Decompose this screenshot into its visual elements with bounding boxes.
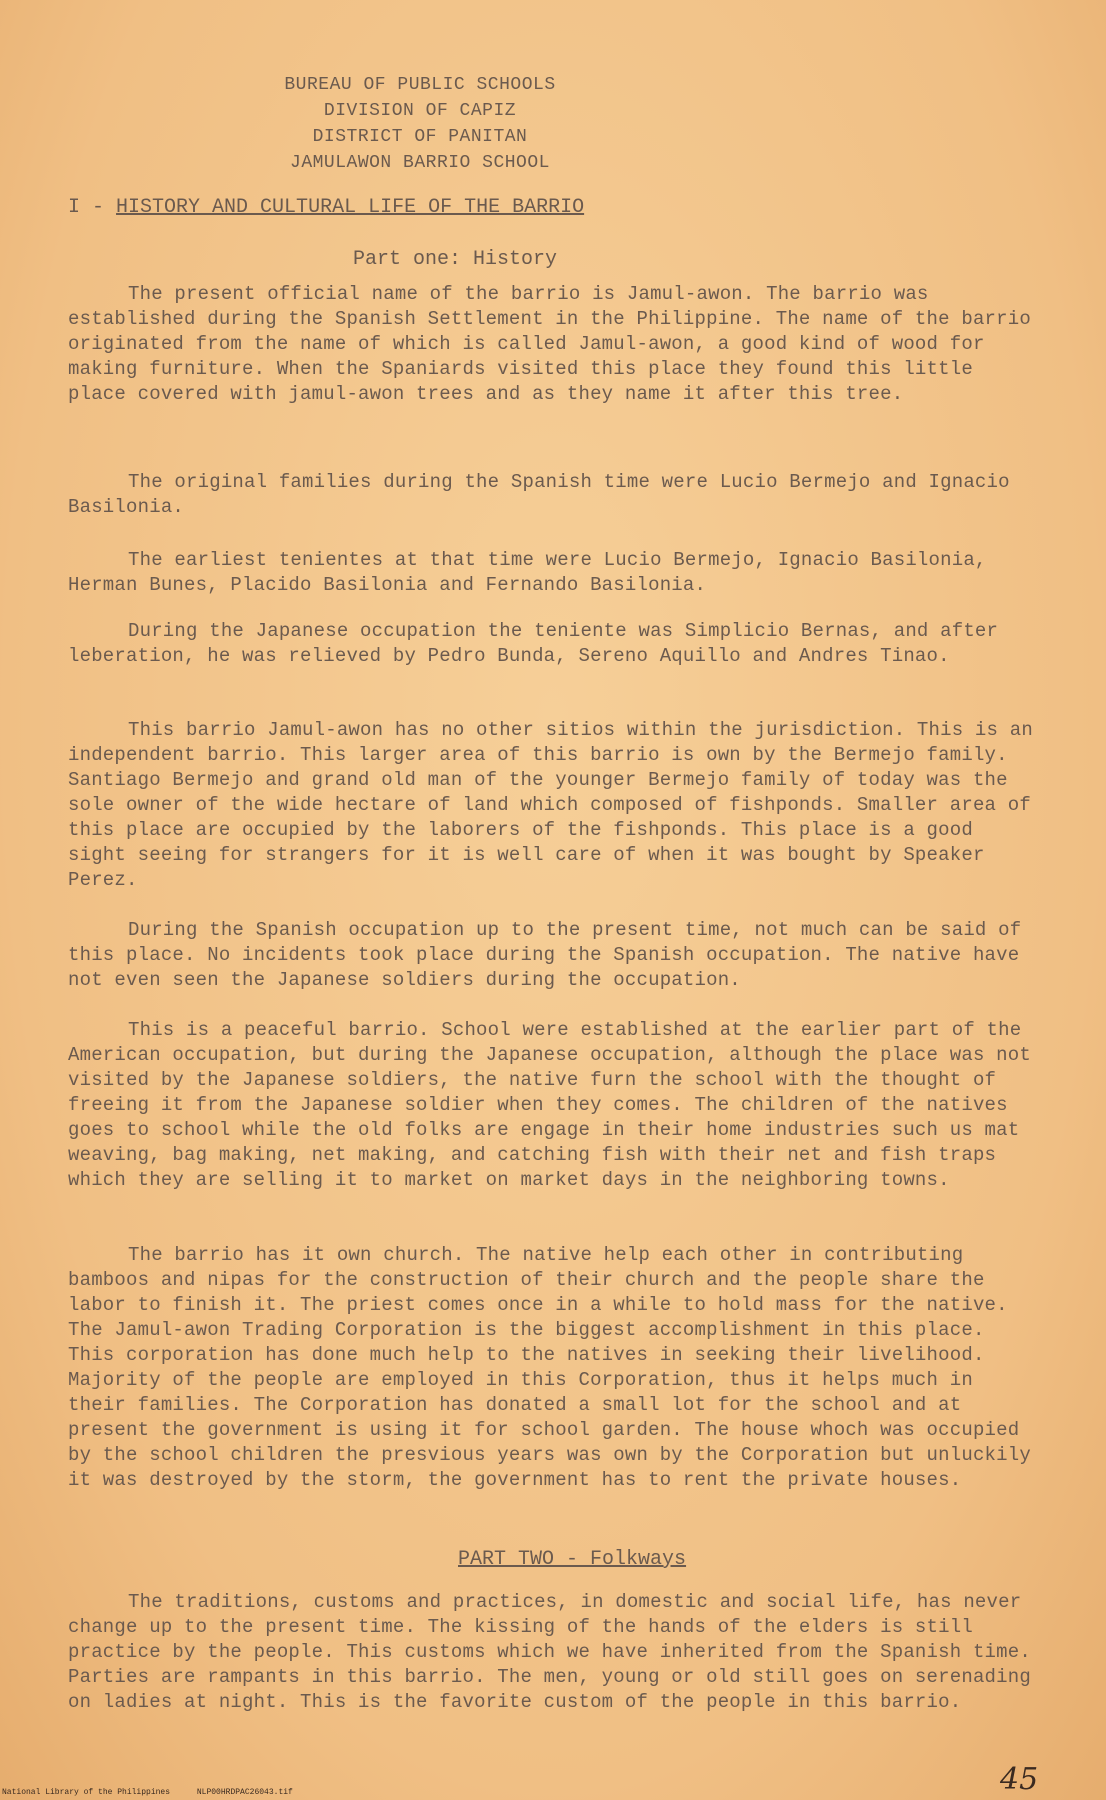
paragraph-earliest-tenientes: The earliest tenientes at that time were Lucio Bermejo, Ignacio Basilonia, Herman Bunes, Placido Basilonia and Fernando Basilonia. (68, 549, 987, 596)
header-division: DIVISION OF CAPIZ (323, 101, 517, 121)
paragraph-japanese-teniente: During the Japanese occupation the teniente was Simplicio Bernas, and after leberation, he was relieved by Pedro Bunda, Sereno Aquillo and Andres Tinao. (68, 620, 999, 667)
paragraph-spanish-occupation: During the Spanish occupation up to the present time, not much can be said of this place. No incidents took place during the Spanish occupation. The native have not even seen the Japanese soldiers during the occupation. (68, 919, 1022, 991)
header-district: DISTRICT OF PANITAN (312, 127, 528, 147)
paragraph-peaceful-barrio: This is a peaceful barrio. School were established at the earlier part of the American occupation, but during the Japanese occupation, although the place was not visited by the Japanese soldiers, the native furn the school with the thought of freeing it from the Japanese soldier when they comes. The children of the natives goes to school while the old folks are engage in their home industries such us mat weaving, bag making, net making, and catching fish with their net and fish traps which they are selling it to market on market days in the neighboring towns. (68, 1019, 1031, 1191)
section-number: I - (68, 196, 105, 219)
section-title: HISTORY AND CULTURAL LIFE OF THE BARRIO (116, 196, 585, 219)
header-school: JAMULAWON BARRIO SCHOOL (290, 153, 550, 173)
section-heading (68, 196, 584, 219)
footer-file: NLP00HRDPAC26043.tif (196, 1788, 293, 1797)
paragraph-sitios: This barrio Jamul-awon has no other sitios within the jurisdiction. This is an independent barrio. This larger area of this barrio is own by the Bermejo family. Santiago Bermejo and grand old man of the younger Bermejo family of today was the sole owner of the wide hectare of land which composed of fishponds. Smaller area of this place are occupied by the laborers of the fishponds. This place is a good sight seeing for strangers for it is well care of when it was bought by Speaker Perez. (68, 719, 1033, 891)
paragraph-folkways: The traditions, customs and practices, in domestic and social life, has never change up to the present time. The kissing of the hands of the elders is still practice by the people. This customs which we have inherited from the Spanish time. Parties are rampants in this barrio. The men, young or old still goes on serenading on ladies at night. This is the favorite custom of the people in this barrio. (68, 1591, 1031, 1713)
paragraph-church: The barrio has it own church. The native help each other in contributing bamboos and nipas for the construction of their church and the people share the labor to finish it. The priest comes once in a while to hold mass for the native. The Jamul-awon Trading Corporation is the biggest accomplishment in this place. This corporation has done much help to the natives in seeking their livelihood. Majority of the people are employed in this Corporation, thus it helps much in their families. The Corporation has donated a small lot for the school and at present the government is using it for school garden. The house whoch was occupied by the school children the presvious years was own by the Corporation but unluckily it was destroyed by the storm, the government has to rent the private houses. (68, 1244, 1031, 1491)
paragraph-original-families: The original families during the Spanish time were Lucio Bermejo and Ignacio Basilonia. (68, 471, 1010, 518)
part-one-title: Part one: History (353, 248, 558, 271)
part-two-title: PART TWO - Folkways (458, 1548, 687, 1571)
paragraph-barrio-name: The present official name of the barrio is Jamul-awon. The barrio was established during the Spanish Settlement in the Philippine. The name of the barrio originated from the name of which is called Jamul-awon, a good kind of wood for making furniture. When the Spaniards visited this place they found this little place covered with jamul-awon trees and as they name it after this tree. (68, 283, 1031, 405)
header-bureau: BUREAU OF PUBLIC SCHOOLS (284, 75, 556, 95)
document-header (200, 72, 640, 176)
footer-library: National Library of the Philippines (2, 1788, 171, 1797)
page-number: 45 (1000, 1762, 1039, 1797)
scan-footer (2, 1788, 315, 1797)
